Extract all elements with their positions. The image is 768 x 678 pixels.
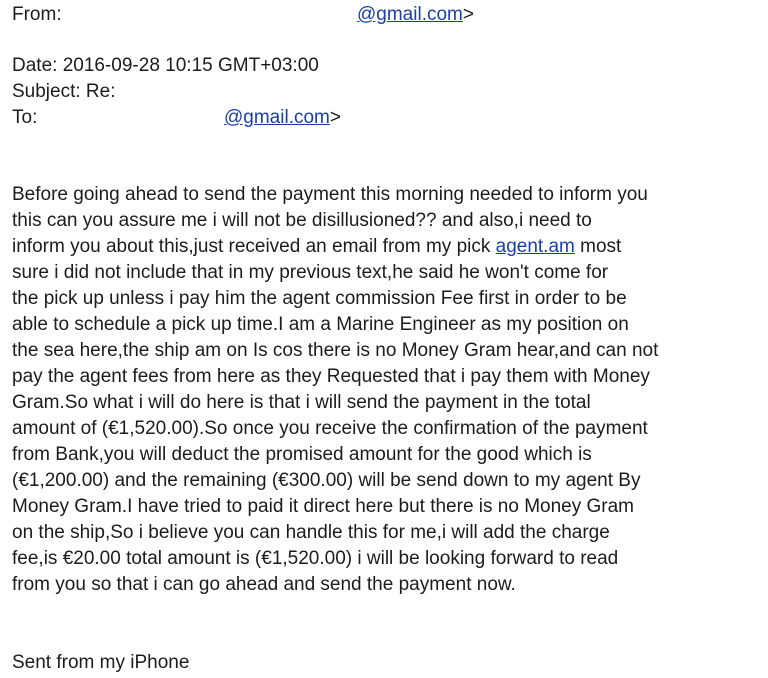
to-address-close: >: [329, 107, 341, 128]
body-line: the sea here,the ship am on Is cos there is no Money Gram hear,and can not: [12, 340, 659, 361]
body-line: sure i did not include that in my previous text,he said he won't come for: [12, 262, 609, 283]
body-line: Gram.So what i will do here is that i will send the payment in the total: [12, 392, 591, 413]
body-line: pay the agent fees from here as they Requested that i pay them with Money: [12, 366, 650, 387]
date-line: Date: 2016-09-28 10:15 GMT+03:00: [12, 55, 319, 76]
body-line-3-end: most: [574, 236, 622, 257]
to-address: [224, 107, 341, 129]
body-line: the pick up unless i pay him the agent commission Fee first in order to be: [12, 288, 627, 309]
agent-link[interactable]: agent.am: [495, 236, 575, 257]
body-line: able to schedule a pick up time.I am a Marine Engineer as my position on: [12, 314, 629, 335]
body-line: fee,is €20.00 total amount is (€1,520.00) i will be looking forward to read: [12, 548, 619, 569]
body-line: on the ship,So i believe you can handle this for me,i will add the charge: [12, 522, 610, 543]
to-label: To:: [12, 107, 38, 128]
subject-line: Subject: Re:: [12, 81, 116, 102]
body-line-with-link: [12, 234, 760, 260]
body-line: Before going ahead to send the payment this morning needed to inform you: [12, 184, 648, 205]
body-line-3-start: inform you about this,just received an email from my pick: [12, 236, 496, 257]
body-line: (€1,200.00) and the remaining (€300.00) will be send down to my agent By: [12, 470, 641, 491]
from-address-close: >: [462, 4, 474, 25]
to-email-link[interactable]: @gmail.com: [224, 107, 330, 128]
from-email-link[interactable]: @gmail.com: [357, 4, 463, 25]
from-address: [357, 4, 474, 26]
body-line: Money Gram.I have tried to paid it direct here but there is no Money Gram: [12, 496, 635, 517]
body-line: from you so that i can go ahead and send the payment now.: [12, 574, 516, 595]
body-line: from Bank,you will deduct the promised amount for the good which is: [12, 444, 592, 465]
message-body: [12, 182, 760, 598]
body-line: amount of (€1,520.00).So once you receive the confirmation of the payment: [12, 418, 648, 439]
signature: Sent from my iPhone: [12, 652, 190, 673]
body-line: this can you assure me i will not be disillusioned?? and also,i need to: [12, 210, 592, 231]
from-label: From:: [12, 4, 62, 25]
